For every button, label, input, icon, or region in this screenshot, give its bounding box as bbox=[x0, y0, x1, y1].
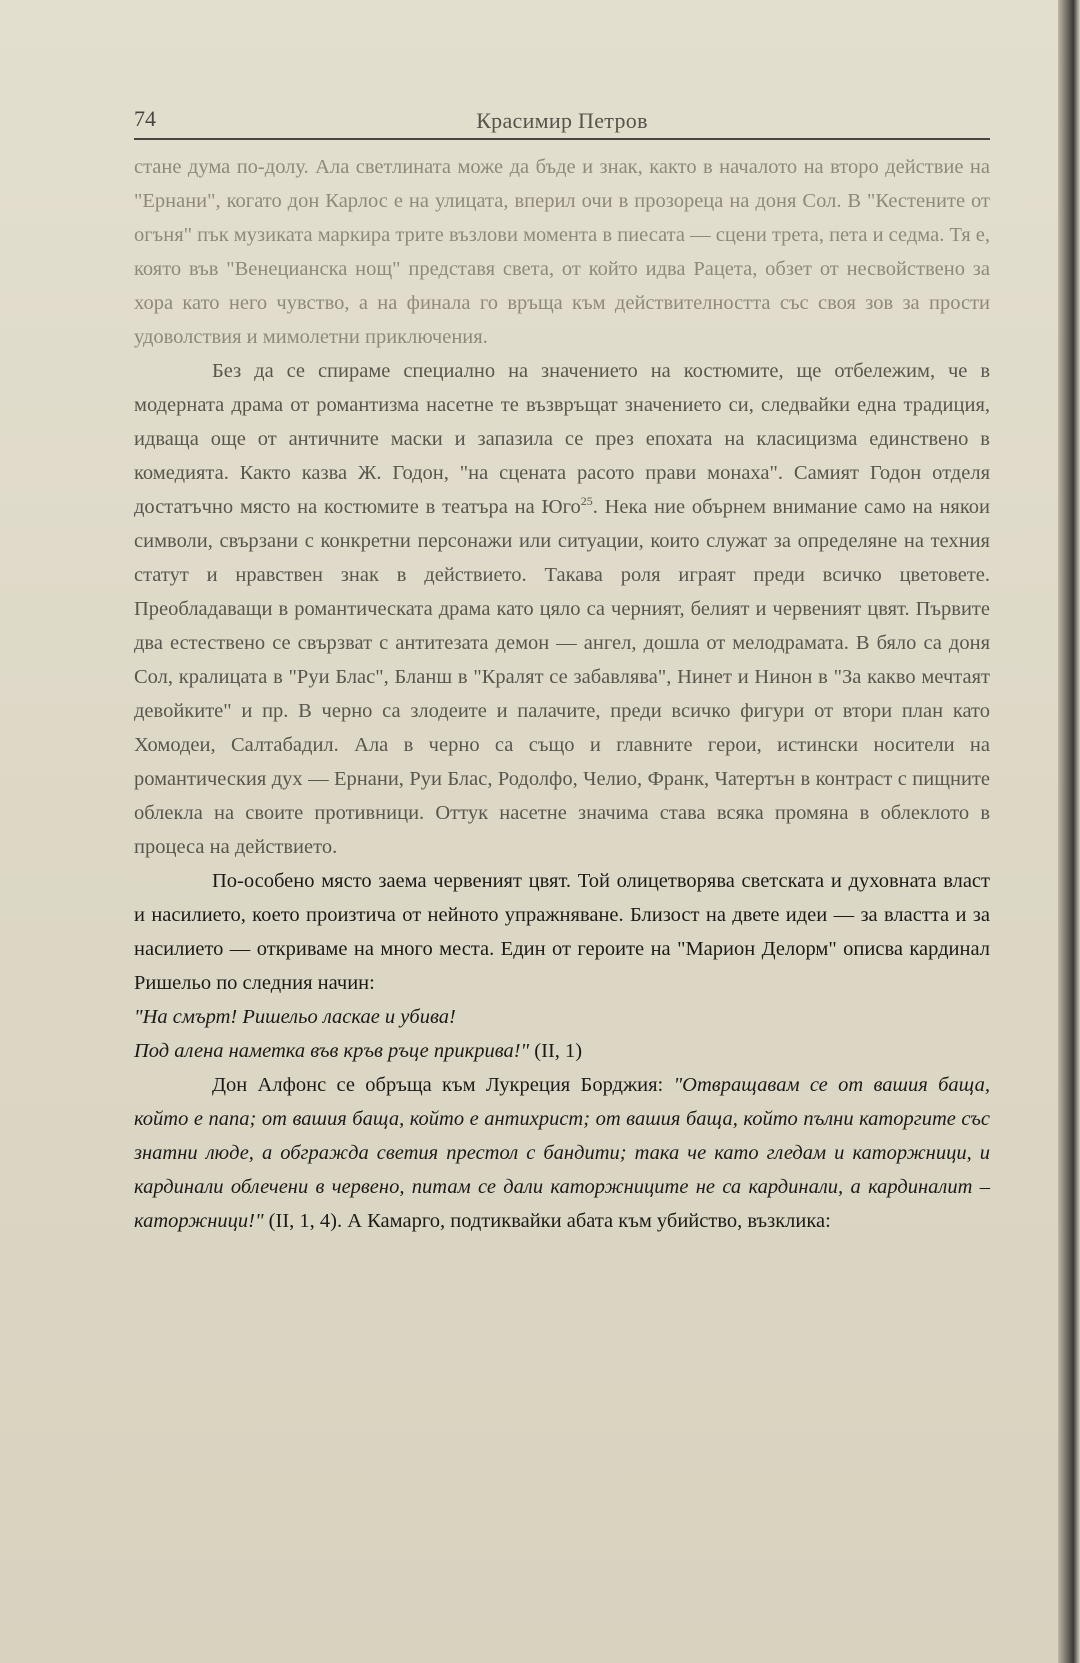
verse-quote-text: Под алена наметка във кръв ръце прикрива!" bbox=[134, 1040, 530, 1062]
page-edge bbox=[1058, 0, 1080, 1663]
verse-quote-line-2 bbox=[134, 1034, 990, 1068]
paragraph-4-quote: "Отвращавам се от вашия баща, който е папа; от вашия баща, който е антихрист; от вашия баща, който пълни каторгите със знатни люде, а обгражда светия престол с бандити; така че като гледам и каторжници, и кардинали облечени в червено, питам се дали каторжниците не са кардинали, а кардиналит – каторжници!" bbox=[134, 1074, 991, 1232]
paragraph-4-part-a: Дон Алфонс се обръща към Лукреция Борджия: bbox=[212, 1074, 674, 1096]
paragraph-2-part-b: . Нека ние обърнем внимание само на някои символи, свързани с конкретни персонажи или ситуации, които служат за определяне на техния статут и нравствен знак в действието. Такава роля играят преди всичко цветовете. Преобладаващи в романтическата драма като цяло са черният, белият и червеният цвят. Първите два естествено се свързват с антитезата демон — ангел, дошла от мелодрамата. В бяло са доня Сол, кралицата в "Руи Блас", Бланш в "Кралят се забавлява", Нинет и Нинон в "За какво мечтаят девойките" и пр. В черно са злодеите и палачите, преди всичко фигури от втори план като Хомодеи, Салтабадил. Ала в черно са също и главните герои, истински носители на романтическия дух — Ернани, Руи Блас, Родолфо, Челио, Франк, Чатертън в контраст с пищните облекла на своите противници. Оттук насетне значима става всяка промяна в облеклото в процеса на действието. bbox=[134, 496, 990, 858]
paragraph-4 bbox=[134, 1068, 990, 1238]
paragraph-1: стане дума по-долу. Ала светлината може да бъде и знак, както в началото на второ действие на "Ернани", когато дон Карлос е на улицата, вперил очи в прозореца на доня Сол. В "Кестените от огъня" пък музиката маркира трите възлови момента в пиесата — сцени трета, пета и седма. Тя е, която във "Венецианска нощ" представя света, от който идва Рацета, обзет от несвойствено за хора като него чувство, а на финала го връща към действителността със своя зов за прости удоволствия и мимолетни приключения. bbox=[134, 156, 990, 348]
page-header bbox=[134, 104, 990, 140]
verse-quote-line-1: "На смърт! Ришельо ласкае и убива! bbox=[134, 1006, 456, 1028]
body-text bbox=[134, 150, 990, 1238]
verse-quote-ref: (II, 1) bbox=[529, 1040, 583, 1062]
paragraph-2-part-a: Без да се спираме специално на значението на костюмите, ще отбележим, че в модерната драма от романтизма насетне те възвръщат значението си, следвайки една традиция, идваща още от античните маски и запазила се през епохата на класицизма единствено в комедията. Както казва Ж. Годон, "на сцената расото прави монаха". Самият Годон отделя достатъчно място на костюмите в театъра на Юго bbox=[134, 360, 990, 518]
running-head: Красимир Петров bbox=[476, 108, 648, 133]
paragraph-2 bbox=[134, 354, 990, 864]
footnote-ref: 25 bbox=[580, 494, 593, 509]
paragraph-4-part-b: (II, 1, 4). А Камарго, подтиквайки абата към убийство, възклика: bbox=[263, 1210, 831, 1232]
page-number: 74 bbox=[134, 106, 156, 131]
paragraph-3: По-особено място заема червеният цвят. Той олицетворява светската и духовната власт и насилието, което произтича от нейното упражняване. Близост на двете идеи — за властта и за насилието — откриваме на много места. Един от героите на "Марион Делорм" описва кардинал Ришельо по следния начин: bbox=[134, 870, 990, 994]
